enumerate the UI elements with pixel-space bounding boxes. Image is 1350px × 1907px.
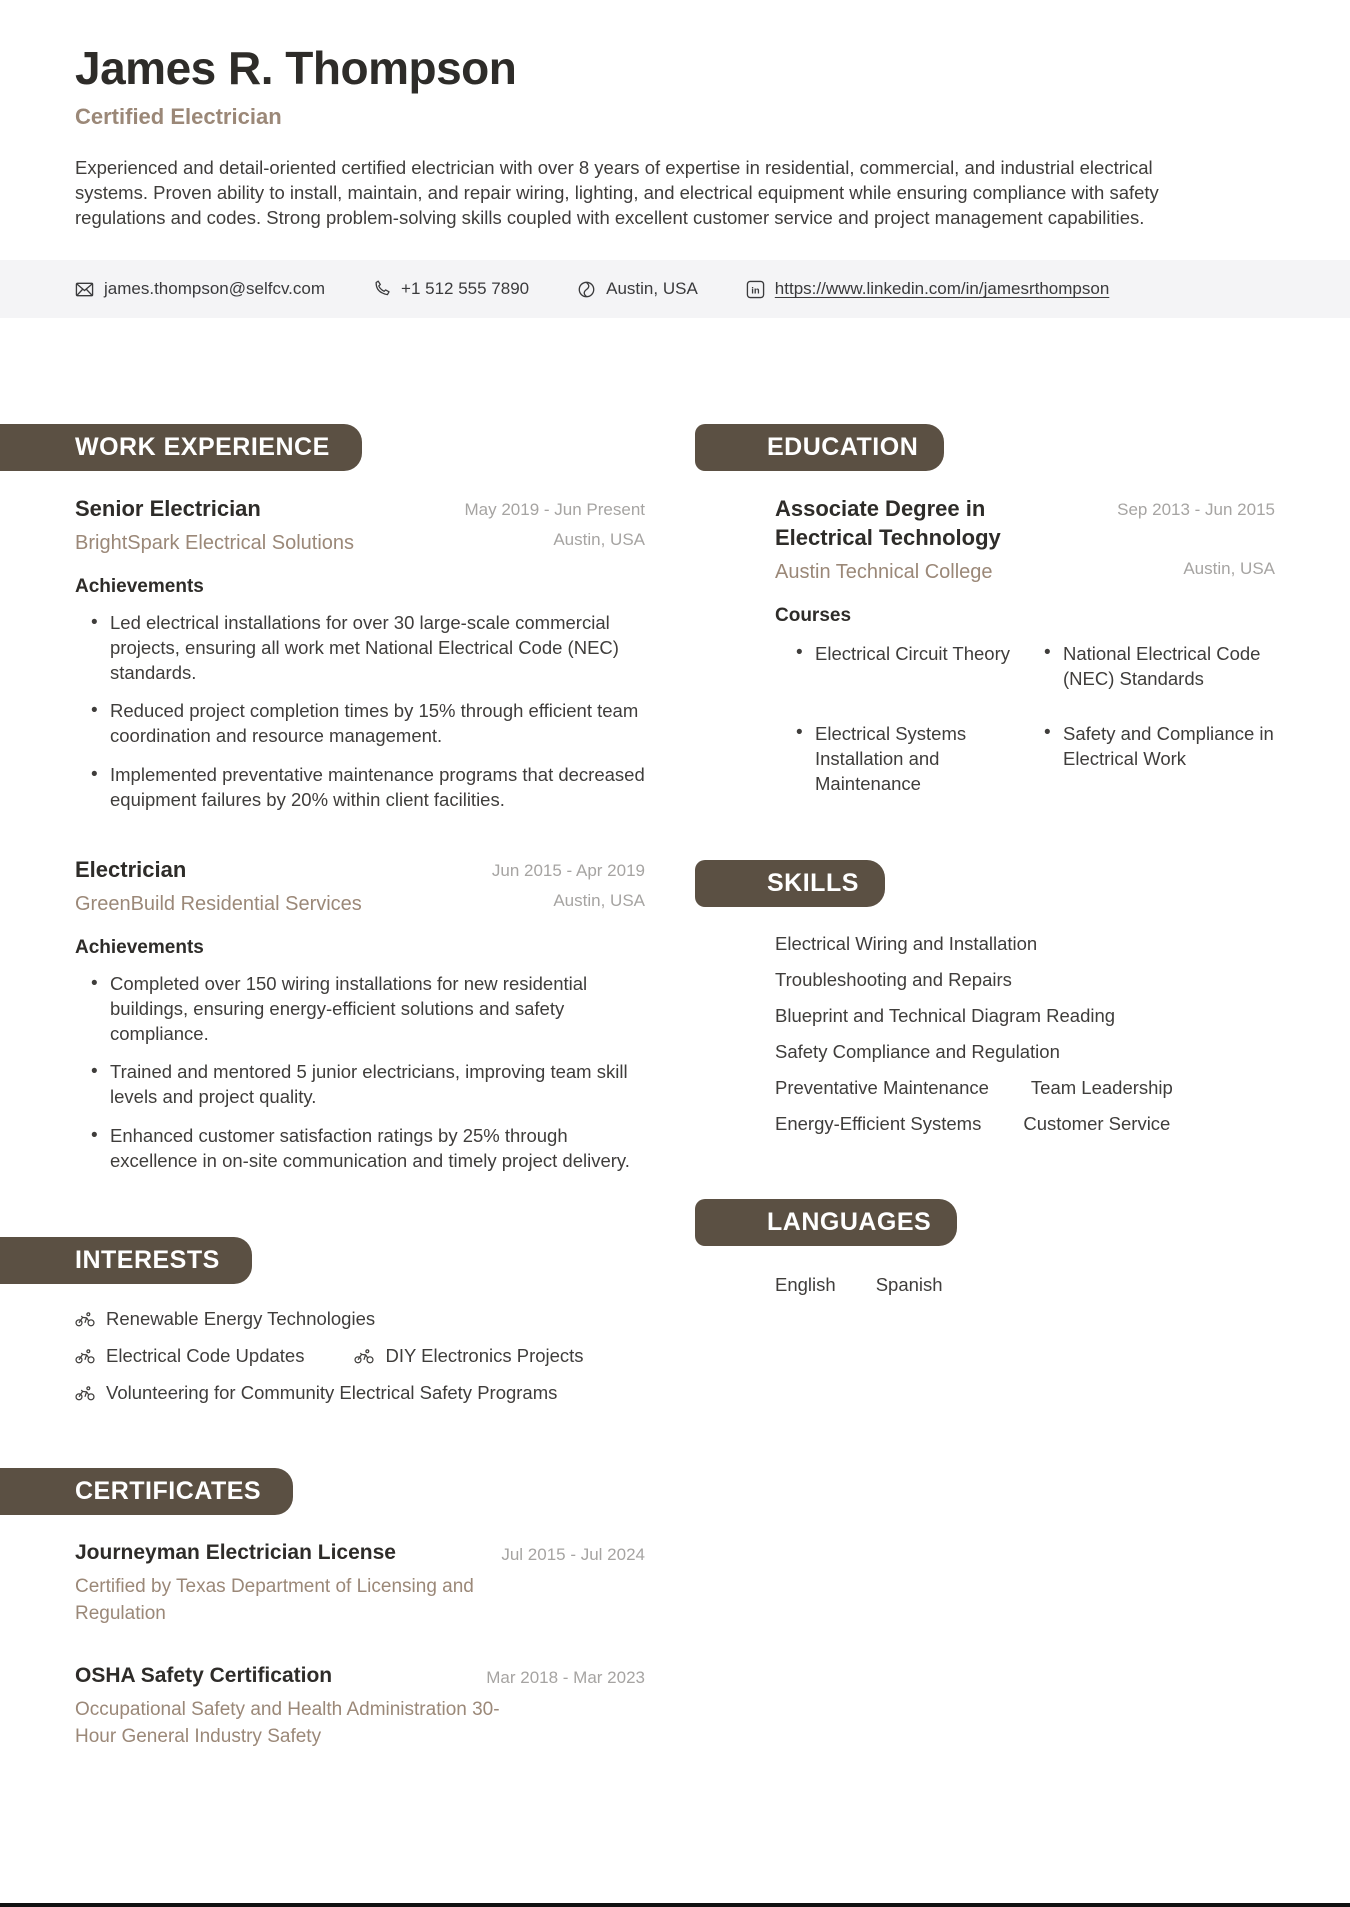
achievement-item: • Led electrical installations for over 30 large-scale commercial projects, ensuring all work met National Electrical Code (NEC) standards. bbox=[110, 611, 645, 685]
skill-item: Electrical Wiring and Installation bbox=[775, 933, 1038, 955]
certificates-heading: CERTIFICATES bbox=[0, 1468, 293, 1515]
course-item: • Electrical Systems Installation and Maintenance bbox=[815, 721, 1027, 796]
email-icon bbox=[75, 280, 94, 299]
job-title: Electrician bbox=[75, 857, 187, 883]
languages-list bbox=[775, 1274, 1275, 1296]
company-name: GreenBuild Residential Services bbox=[75, 893, 362, 916]
right-column bbox=[695, 424, 1350, 1296]
person-name: James R. Thompson bbox=[75, 42, 517, 94]
certificate-title: OSHA Safety Certification bbox=[75, 1664, 333, 1688]
location-text: Austin, USA bbox=[606, 279, 698, 299]
cycling-icon bbox=[75, 1386, 95, 1401]
section-languages bbox=[695, 1199, 1350, 1296]
interest-item bbox=[354, 1345, 583, 1367]
contact-email bbox=[75, 279, 325, 299]
certificate-dates: Mar 2018 - Mar 2023 bbox=[486, 1668, 645, 1688]
certificate-dates: Jul 2015 - Jul 2024 bbox=[501, 1545, 645, 1565]
section-interests bbox=[0, 1237, 645, 1404]
person-title: Certified Electrician bbox=[75, 103, 282, 129]
language-item: Spanish bbox=[875, 1274, 943, 1296]
achievements-label: Achievements bbox=[75, 575, 204, 597]
skill-item: Troubleshooting and Repairs bbox=[775, 969, 1012, 991]
achievements-label: Achievements bbox=[75, 937, 204, 959]
interest-label: Renewable Energy Technologies bbox=[106, 1308, 376, 1330]
contact-location bbox=[577, 279, 698, 299]
interest-item bbox=[75, 1382, 584, 1404]
achievement-item: • Implemented preventative maintenance programs that decreased equipment failures by 20% within client facilities. bbox=[110, 763, 645, 813]
contact-phone bbox=[373, 279, 529, 299]
skill-item: Preventative Maintenance bbox=[775, 1077, 989, 1099]
email-text: james.thompson@selfcv.com bbox=[104, 279, 326, 299]
job-dates: May 2019 - Jun Present bbox=[464, 500, 645, 520]
contact-bar bbox=[0, 260, 1350, 318]
interest-label: Volunteering for Community Electrical Safety Programs bbox=[106, 1382, 558, 1404]
company-name: BrightSpark Electrical Solutions bbox=[75, 531, 355, 554]
cycling-icon bbox=[75, 1349, 95, 1364]
linkedin-link[interactable]: https://www.linkedin.com/in/jamesrthompson bbox=[774, 279, 1110, 299]
interests-heading: INTERESTS bbox=[0, 1237, 252, 1284]
skill-item: Safety Compliance and Regulation bbox=[775, 1041, 1060, 1063]
skill-item: Team Leadership bbox=[1030, 1077, 1173, 1099]
skills-list bbox=[775, 933, 1275, 1135]
achievement-item: • Reduced project completion times by 15% through efficient team coordination and resource management. bbox=[110, 699, 645, 749]
school-name: Austin Technical College bbox=[775, 560, 993, 583]
course-item: • Safety and Compliance in Electrical Work bbox=[1063, 721, 1275, 796]
cycling-icon bbox=[354, 1349, 374, 1364]
skill-item: Blueprint and Technical Diagram Reading bbox=[775, 1005, 1116, 1027]
interest-label: DIY Electronics Projects bbox=[385, 1345, 584, 1367]
languages-heading: LANGUAGES bbox=[695, 1199, 957, 1246]
achievements-list bbox=[75, 972, 645, 1173]
job-dates: Jun 2015 - Apr 2019 bbox=[491, 861, 645, 881]
page-bottom-edge bbox=[0, 1903, 1350, 1907]
phone-text: +1 512 555 7890 bbox=[401, 279, 530, 299]
job-location: Austin, USA bbox=[553, 529, 645, 549]
contact-linkedin bbox=[746, 279, 1109, 299]
left-column bbox=[0, 424, 645, 1751]
achievement-item: • Enhanced customer satisfaction ratings by 25% through excellence in on-site communication and timely project delivery. bbox=[110, 1124, 645, 1174]
work-entry bbox=[75, 495, 645, 812]
section-skills bbox=[695, 860, 1350, 1135]
certificate-description: Certified by Texas Department of Licensing and Regulation bbox=[75, 1576, 474, 1625]
course-item: • Electrical Circuit Theory bbox=[815, 641, 1027, 691]
certificate-title: Journeyman Electrician License bbox=[75, 1541, 396, 1565]
svg-text:in: in bbox=[751, 285, 760, 297]
courses-label: Courses bbox=[775, 604, 852, 626]
work-experience-heading: WORK EXPERIENCE bbox=[0, 424, 362, 471]
linkedin-icon bbox=[746, 280, 765, 299]
section-work-experience bbox=[0, 424, 645, 1173]
certificate-entry bbox=[75, 1541, 645, 1628]
certificate-description: Occupational Safety and Health Administration 30-Hour General Industry Safety bbox=[75, 1699, 500, 1748]
section-education bbox=[695, 424, 1350, 796]
interest-label: Electrical Code Updates bbox=[106, 1345, 305, 1367]
job-location: Austin, USA bbox=[553, 891, 645, 911]
skills-heading: SKILLS bbox=[695, 860, 885, 907]
education-heading: EDUCATION bbox=[695, 424, 944, 471]
language-item: English bbox=[775, 1274, 836, 1296]
achievement-item: • Trained and mentored 5 junior electricians, improving team skill levels and project quality. bbox=[110, 1060, 645, 1110]
section-certificates bbox=[0, 1468, 645, 1751]
achievement-item: • Completed over 150 wiring installations for new residential buildings, ensuring energy-efficient solutions and safety compliance. bbox=[110, 972, 645, 1046]
phone-icon bbox=[373, 280, 391, 298]
interest-item bbox=[75, 1308, 584, 1330]
education-location: Austin, USA bbox=[1183, 558, 1275, 578]
skill-item: Energy-Efficient Systems bbox=[775, 1113, 982, 1135]
work-entry bbox=[75, 856, 645, 1173]
education-entry bbox=[775, 495, 1275, 796]
interest-item bbox=[75, 1345, 304, 1367]
header bbox=[0, 0, 1350, 230]
profile-summary: Experienced and detail-oriented certified electrician with over 8 years of expertise in residential, commercial, and industrial electrical systems. Proven ability to install, maintain, and repair wiring, lighting, and electrical equipment while ensuring compliance with safety regulations and codes. Strong problem-solving skills coupled with excellent customer service and project management capabilities. bbox=[75, 156, 1159, 229]
main-columns bbox=[0, 424, 1350, 1751]
degree-title: Associate Degree in Electrical Technology bbox=[775, 496, 1001, 550]
skill-item: Customer Service bbox=[1023, 1113, 1171, 1135]
cycling-icon bbox=[75, 1312, 95, 1327]
achievements-list bbox=[75, 611, 645, 812]
certificate-entry bbox=[75, 1664, 645, 1751]
course-item: • National Electrical Code (NEC) Standards bbox=[1063, 641, 1275, 691]
interests-list bbox=[75, 1308, 645, 1404]
education-dates: Sep 2013 - Jun 2015 bbox=[1117, 500, 1275, 520]
location-icon bbox=[577, 280, 596, 299]
courses-list bbox=[775, 641, 1275, 797]
job-title: Senior Electrician bbox=[75, 496, 261, 522]
